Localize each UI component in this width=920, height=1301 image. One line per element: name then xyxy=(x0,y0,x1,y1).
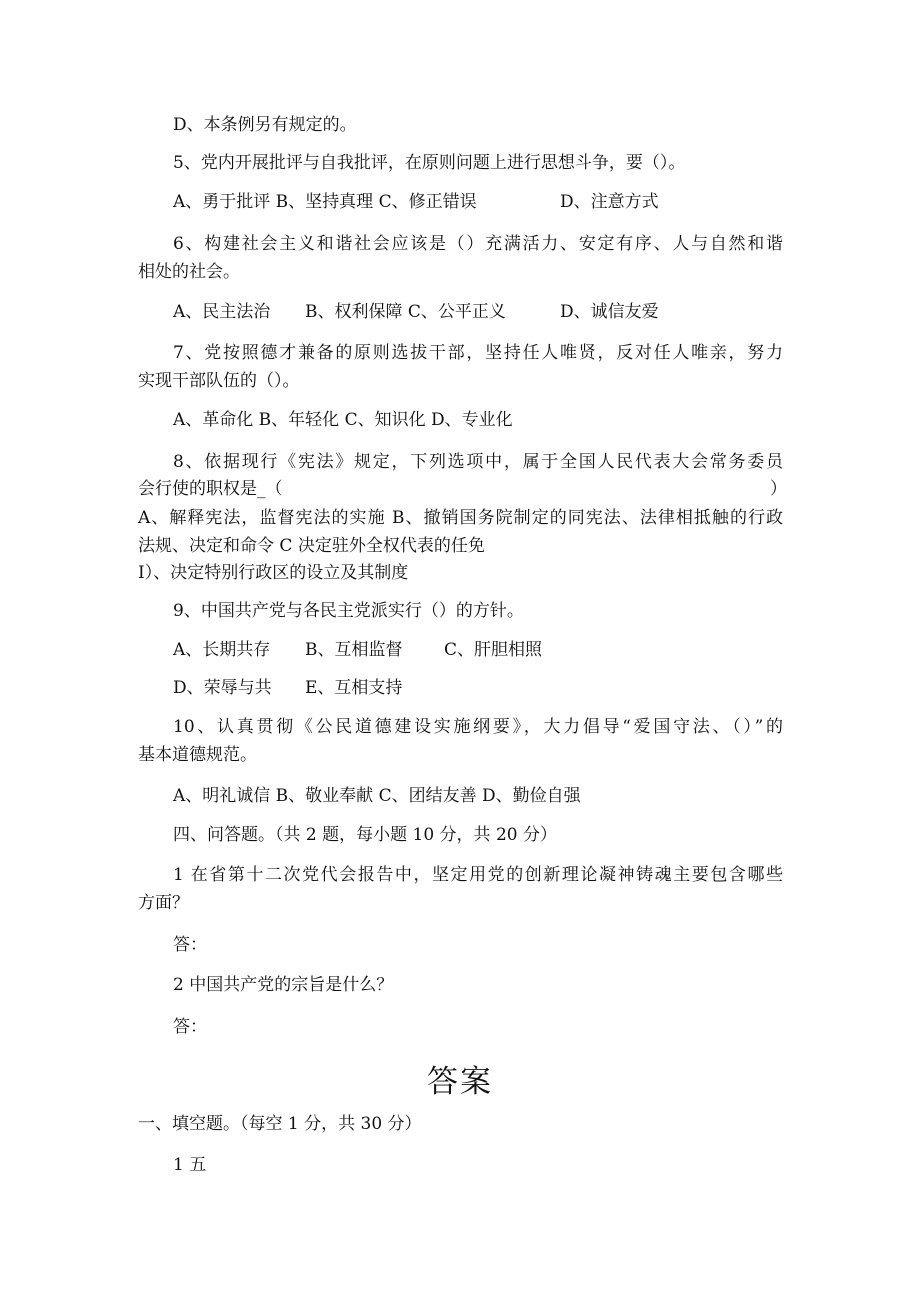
q5-options-abc: A、勇于批评 B、坚持真理 C、修正错误 xyxy=(173,192,477,212)
q8-option-line3: I）、决定特别行政区的设立及其制度 xyxy=(138,563,409,583)
q6-stem-line2: 相处的社会。 xyxy=(138,262,240,282)
q9-option-d: D、荣辱与共 xyxy=(173,678,272,698)
q10-options: A、明礼诚信 B、敬业奉献 C、团结友善 D、勤俭自强 xyxy=(173,786,581,806)
q9-stem: 9、中国共产党与各民主党派实行（）的方针。 xyxy=(173,601,524,621)
q9-option-b: B、互相监督 xyxy=(305,640,403,660)
answer1-label: 答： xyxy=(173,935,207,955)
section4-heading: 四、问答题。（共 2 题，每小题 10 分，共 20 分） xyxy=(173,825,558,845)
q6-stem-line1: 6、构建社会主义和谐社会应该是（）充满活力、安定有序、人与自然和谐 xyxy=(173,234,783,254)
q8-stem-line1: 8、依据现行《宪法》规定，下列选项中，属于全国人民代表大会常务委员 xyxy=(173,452,783,472)
q9-option-e: E、互相支持 xyxy=(305,678,403,698)
answers-title: 答案 xyxy=(427,1064,493,1100)
q8-stem-line2-right: ） xyxy=(770,479,787,499)
q6-option-bc: B、权利保障 C、公平正义 xyxy=(305,302,506,322)
section4-q1-line2: 方面？ xyxy=(138,893,189,913)
section4-q2: 2 中国共产党的宗旨是什么？ xyxy=(173,975,394,995)
q7-stem-line1: 7、党按照德才兼备的原则选拔干部，坚持任人唯贤，反对任人唯亲，努力 xyxy=(173,343,783,363)
q5-option-d: D、注意方式 xyxy=(560,192,659,212)
q7-stem-line2: 实现干部队伍的（）。 xyxy=(138,371,300,391)
answers-item1: 1 五 xyxy=(173,1155,207,1175)
answers-section1-heading: 一、填空题。（每空 1 分，共 30 分） xyxy=(138,1114,422,1134)
q9-option-c: C、肝胆相照 xyxy=(444,640,543,660)
q6-option-a: A、民主法治 xyxy=(173,302,271,322)
q5-stem: 5、党内开展批评与自我批评，在原则问题上进行思想斗争，要（）。 xyxy=(173,153,686,173)
q8-stem-line2-left: 会行使的职权是_（ xyxy=(138,479,283,499)
q8-option-line1: A、解释宪法，监督宪法的实施 B、撤销国务院制定的同宪法、法律相抵触的行政 xyxy=(138,508,783,528)
q4-option-d: D、本条例另有规定的。 xyxy=(173,115,357,135)
q8-option-line2: 法规、决定和命令 C 决定驻外全权代表的任免 xyxy=(138,536,485,556)
q10-stem-line1: 10、认真贯彻《公民道德建设实施纲要》，大力倡导“爱国守法、（）”的 xyxy=(173,717,783,737)
section4-q1-line1: 1 在省第十二次党代会报告中，坚定用党的创新理论凝神铸魂主要包含哪些 xyxy=(173,865,783,885)
q10-stem-line2: 基本道德规范。 xyxy=(138,745,257,765)
q6-option-d: D、诚信友爱 xyxy=(560,302,659,322)
q7-options: A、革命化 B、年轻化 C、知识化 D、专业化 xyxy=(173,410,513,430)
q9-option-a: A、长期共存 xyxy=(173,640,271,660)
answer2-label: 答： xyxy=(173,1017,207,1037)
